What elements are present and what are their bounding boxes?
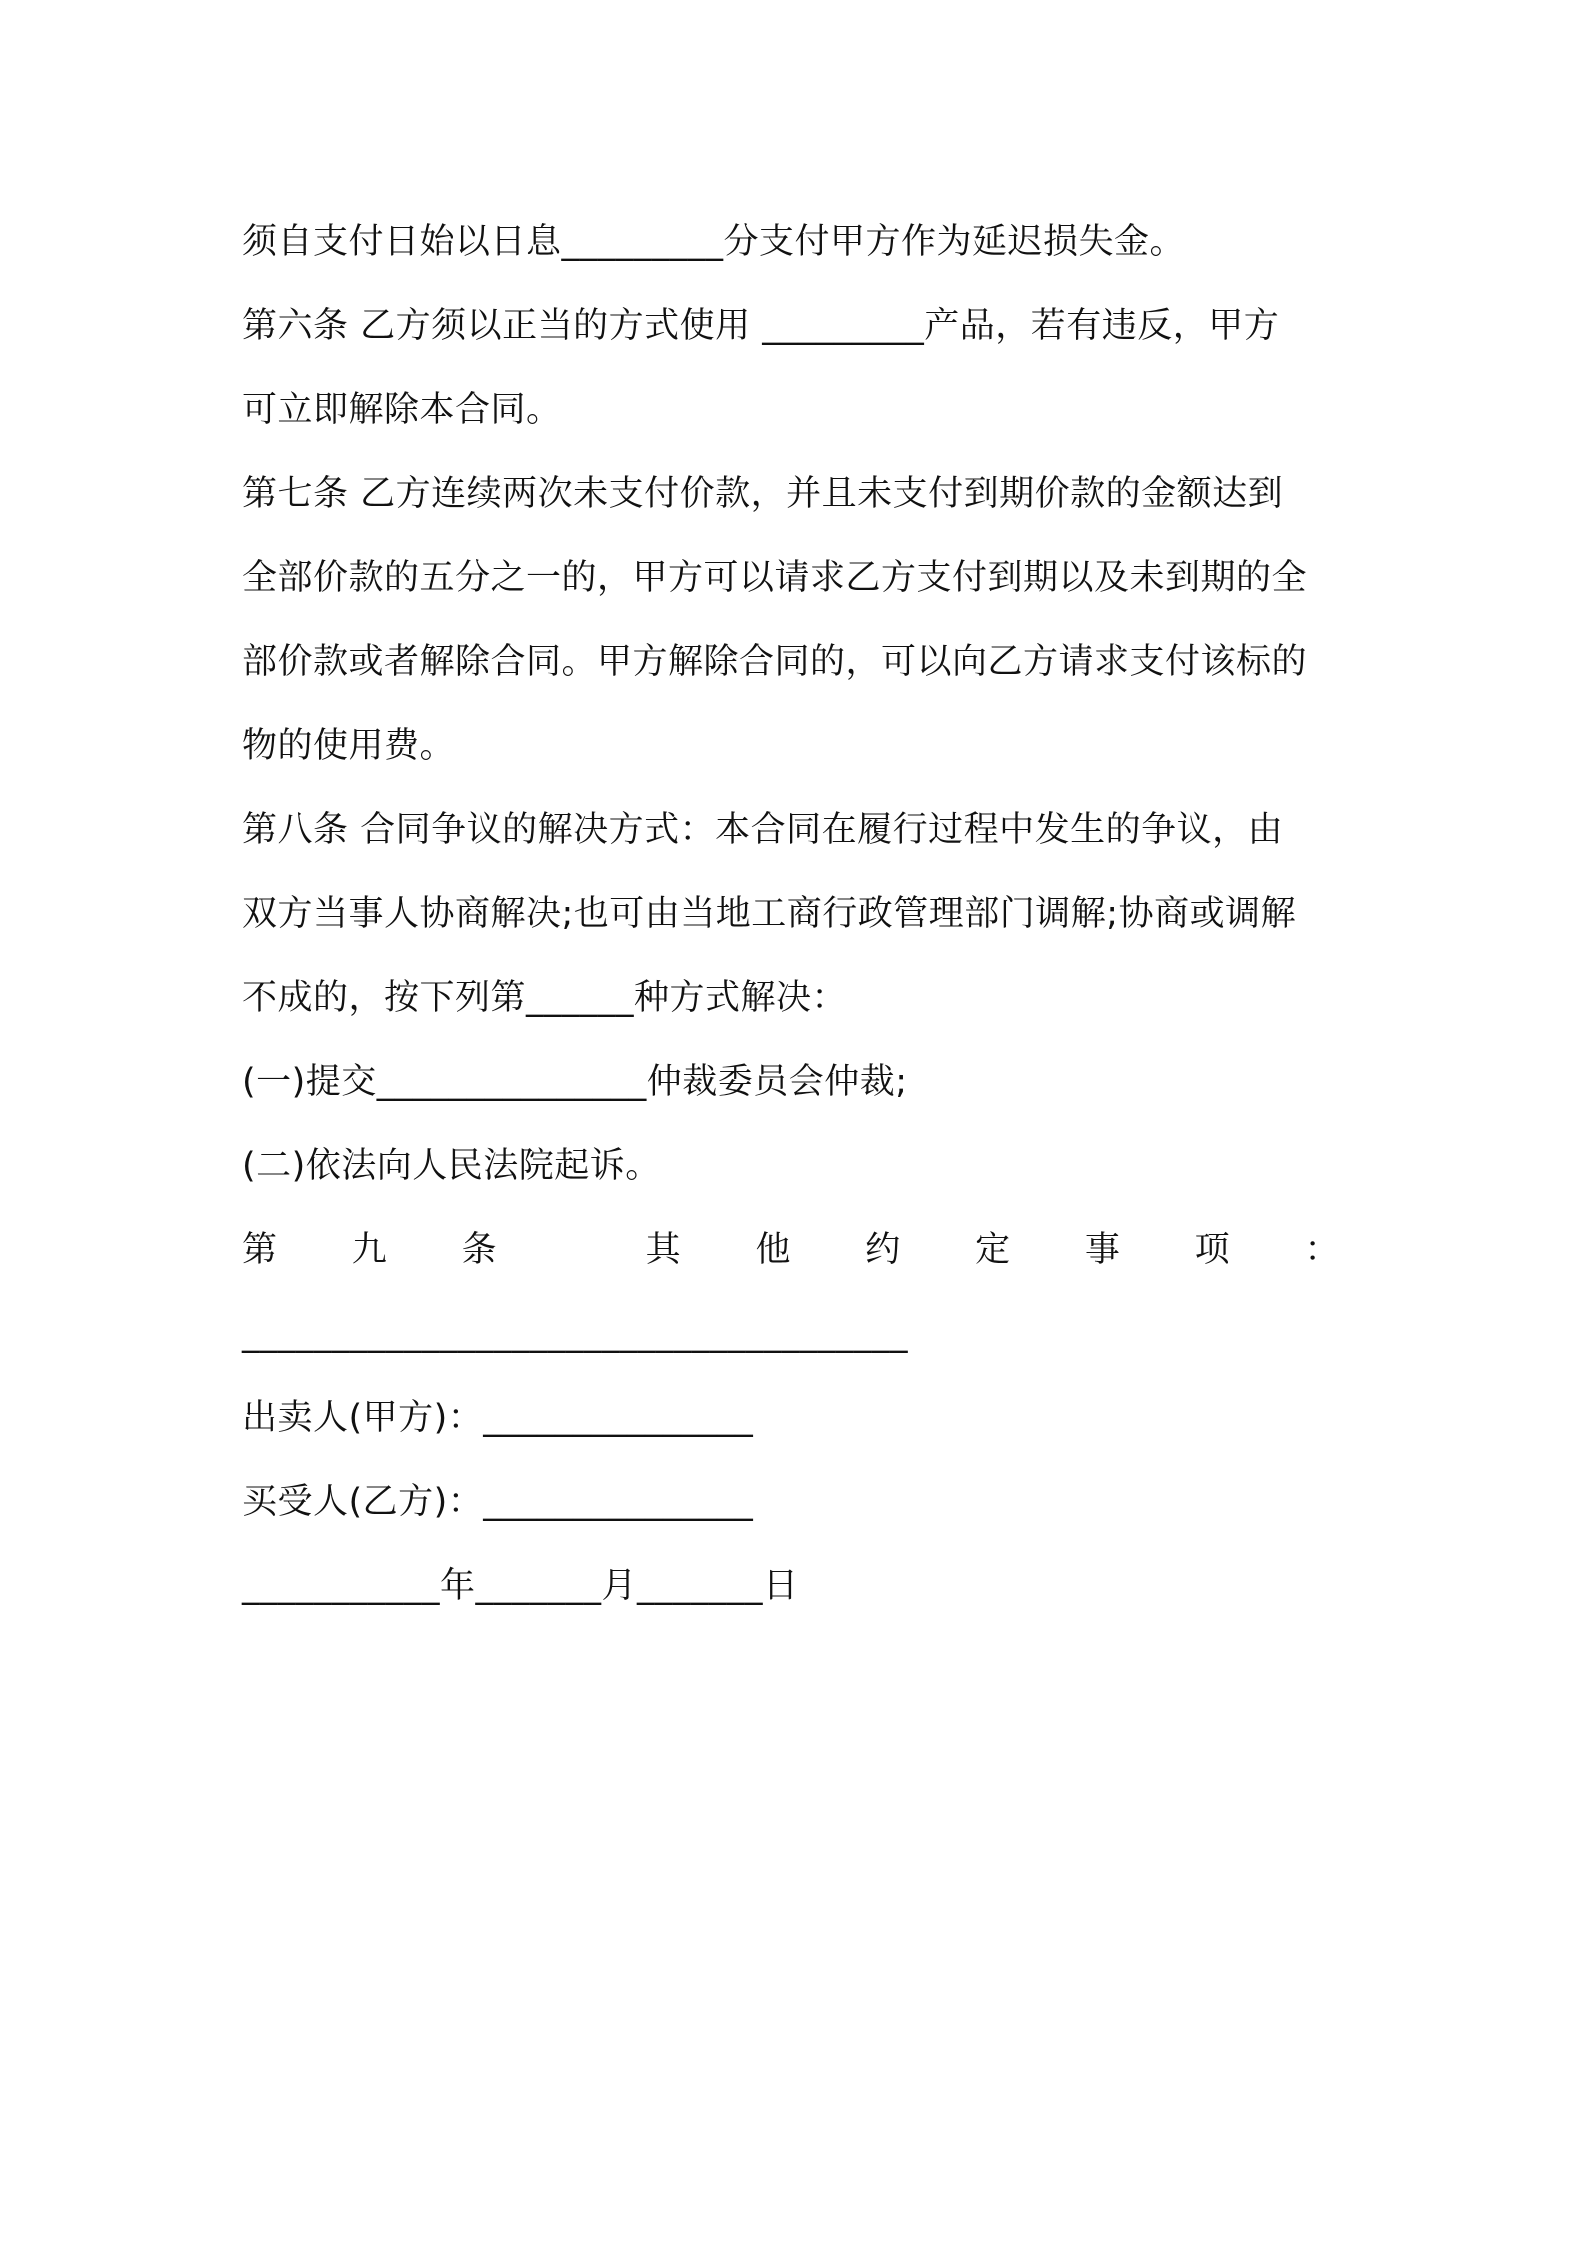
paragraph-line: 部价款或者解除合同。甲方解除合同的，可以向乙方请求支付该标的 [242, 642, 1308, 682]
contract-body [242, 200, 1352, 1628]
article9-blank: _____________________________________ [242, 1314, 908, 1354]
paragraph-line: (一)提交_______________仲裁委员会仲裁; [242, 1062, 908, 1102]
article9-char: 其 [645, 1230, 682, 1270]
article9-char: 事 [1084, 1230, 1121, 1270]
article9-char: 第 [242, 1230, 278, 1270]
article9-heading [242, 1208, 1340, 1292]
paragraph-line: (二)依法向人民法院起诉。 [242, 1146, 661, 1186]
paragraph-line: 第六条 乙方须以正当的方式使用 _________产品，若有违反，甲方 [242, 306, 1280, 346]
article9-char: ： [1304, 1230, 1340, 1270]
article9-char: 项 [1194, 1230, 1231, 1270]
paragraph-line: 物的使用费。 [242, 726, 456, 766]
paragraph-line: 双方当事人协商解决;也可由当地工商行政管理部门调解;协商或调解 [242, 894, 1297, 934]
article9-char: 条 [461, 1230, 498, 1270]
paragraph-line: 不成的，按下列第______种方式解决： [242, 978, 848, 1018]
buyer-signature: 买受人(乙方)：_______________ [242, 1482, 754, 1522]
paragraph-line: 第七条 乙方连续两次未支付价款，并且未支付到期价款的金额达到 [242, 474, 1284, 514]
seller-signature: 出卖人(甲方)：_______________ [242, 1398, 754, 1438]
paragraph-line: 第八条 合同争议的解决方式：本合同在履行过程中发生的争议，由 [242, 810, 1284, 850]
paragraph-line: 全部价款的五分之一的，甲方可以请求乙方支付到期以及未到期的全 [242, 558, 1308, 598]
article9-char: 定 [975, 1230, 1011, 1270]
paragraph-line: 须自支付日始以日息_________分支付甲方作为延迟损失金。 [242, 222, 1186, 262]
article9-char: 九 [351, 1230, 388, 1270]
date-line: ___________年_______月_______日 [242, 1566, 799, 1606]
article9-char: 约 [865, 1230, 901, 1270]
paragraph-line: 可立即解除本合同。 [242, 390, 562, 430]
article9-char: 他 [755, 1230, 791, 1270]
